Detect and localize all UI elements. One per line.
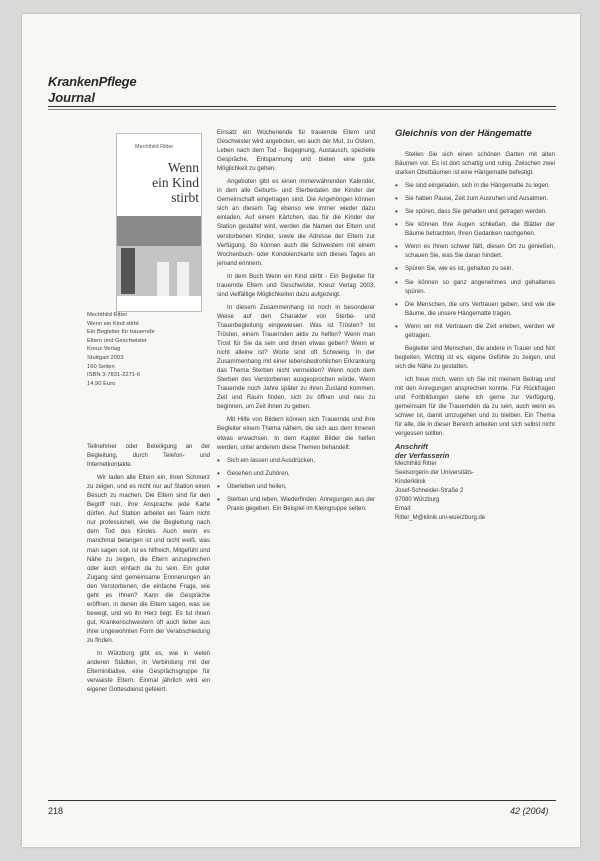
list-item: • Die Menschen, die uns Vertrauen geben, sind wie die Bäume, die unsere Hängematte tragen. xyxy=(395,300,555,318)
page-number: 218 xyxy=(48,806,64,816)
list-item: • Sie können Ihre Augen schließen, die Blätter der Bäume betrachten, Ihren Gedanken nachgehen. xyxy=(395,220,555,238)
column-middle xyxy=(217,128,375,517)
paragraph: In diesem Zusammenhang ist noch in besonderer Weise auf den Charakter von Sterbe- und Trauerbegleitung eingewiesen. Was ist Trösten? Ist Trösten, einem Trauernden aktiv zu helfen? Wenn man Trost für Sie da sein und ihnen etwas geben? Wenn er nicht alleine ist? Worte sind oft Schwierig. In der Zusammenhang mit einer lebensbedrohlichen Erkrankung das Thema Sterben nicht vermeiden? Wenn noch dem Sterben des Verstorbenen ausgesprochen würde, Wenn Trauernde noch Jahre später zu ihren Zustand kommen, Zeit und Raum finden, sich zu öffnen und neu zu beginnen, um Zeit ihnen zu geben. xyxy=(217,303,375,411)
column-left xyxy=(87,442,210,698)
book-cover-author: Mechthild Ritter xyxy=(135,144,174,150)
address-heading: Anschrift der Verfasserin xyxy=(395,442,450,461)
paragraph: Begleiter sind Menschen, die andere in Trauer und Not begleiten. Wichtig ist es, eigene Gefühle zu zeigen, und sich die Nähe zu gestatten. xyxy=(395,344,555,370)
list-item: • Sie haben Pause, Zeit zum Ausruhen und Ausatmen. xyxy=(395,194,555,203)
section-heading: Gleichnis von der Hängematte xyxy=(395,128,532,139)
list-item: • Wenn wir mit Vertrauen die Zeit erleben, werden wir getragen. xyxy=(395,322,555,340)
list-item: • Sie sind eingeladen, sich in die Hängematte zu legen. xyxy=(395,181,555,190)
paragraph: Einsatz ein Wochenende für trauernde Eltern und Geschwister wird angeboten, wo auch der Mut, zu Ostern, Leben nach dem Tod - Begegnung, Austausch, spezielle Gespräche, Entspannung und bieten eine gute Möglichkeit zu gehen. xyxy=(217,129,375,173)
issue-number: 42 (2004) xyxy=(510,806,549,816)
author-address: Mechthild Ritter Seelsorgerin der Universitäts- Kinderklinik Josef-Schneider-Straße 2 97080 Würzburg Email: Ritter_M@klinik.uni-wuerzburg.de xyxy=(395,461,486,522)
book-cover-title-1: Wenn xyxy=(167,160,199,175)
paragraph: Teilnehmer oder Beteiligung an der Begleitung, durch Telefon- und Internetkontakte. xyxy=(87,443,210,469)
list-item: • Überleben und heilen, xyxy=(217,482,375,491)
book-metadata: Mechthild Ritter Wenn ein Kind stirbt Ein Begleiter für trauernde Eltern und Geschwister Kreuz Verlag Stuttgart 2003 160 Seiten ISBN 3-7831-2271-6 14,90 Euro xyxy=(87,312,155,387)
column-right xyxy=(395,150,555,523)
paragraph: Angeboten gibt es einen immerwährenden Kalender, in dem alle Geburts- und Sterbedaten der Kinder der Gemeinschaft eingetragen sind. Die Angehörigen können sich an diesem Tag ebenso wie immer wieder dazu einladen. Auf einem Kärtchen, das für die Kinder der Station gestaltet wird, werden die Namen der Eltern und verstorbenen Kinder, sowie die Adresse der Eltern zur Verfügung. So können auch die Schwestern mit einem Wochenbuch- oder Kondolenzkarte sich dieses Tages an jemand erinnern. xyxy=(217,178,375,267)
book-cover-image xyxy=(116,133,202,312)
book-cover-title-3: stirbt xyxy=(171,190,199,205)
list-item: • Spüren Sie, wie es ist, gehalten zu sein. xyxy=(395,264,555,273)
list-item: • Sich ein lassen und Ausdrücken, xyxy=(217,456,375,465)
list-item: • Sie können so ganz angenehmes und gehaltenes spüren. xyxy=(395,278,555,296)
journal-section: Journal xyxy=(48,90,95,105)
header-rule-thin xyxy=(48,109,556,110)
paragraph: Stellen Sie sich einen schönen Garten mit alten Bäumen vor. Es ist dort schattig und ruhig. Zwischen zwei starken Obstbäumen ist eine Hängematte befestigt. xyxy=(395,151,555,177)
list-item: • Sterben und leben, Wiederfinden. Anregungen aus der Praxis gegeben. Ein Beispiel im Kleingruppe seiten: xyxy=(217,495,375,513)
paragraph: In Würzburg gibt es, wie in vielen anderen Städten, in Verbindung mit der Elterninitiative, eine Gesprächsgruppe für verwaiste Eltern. Einmal jährlich wird ein eigener Gottesdienst gefeiert. xyxy=(87,650,210,694)
header-rule xyxy=(48,106,556,107)
paragraph: Mit Hilfe von Bildern können sich Trauernde und ihre Begleiter einem Thema nähern, die sich aus dem Inneren etwas erwachsen. In dem Kapitel Bilder die helfen werden, unter anderem diese Themen behandelt: xyxy=(217,416,375,451)
paragraph: Wir laden alle Eltern ein, ihren Schmerz zu zeigen, und es nicht nur auf Station einen Besuch zu machen. Die Eltern sind für den Begriff nun, ihre Ansprache jede Karte dürfen. Auf Station arbeitet ein Team nicht nur professionell, wie die Begleitung nach dem Tod des Kindes. Auch wenn es manchmal belangen ist und nicht weiß, was man sagen soll, ist es hilfreich, Mitgefühl und Nähe zu zeigen, die Eltern anzusprechen oder auch einfach da zu sein. Ein guter Zugang sind gemeinsame Erinnerungen an den Verstorbenen, die einfache Frage, wie geht es Ihnen? Kann die Gespräche eröffnen, in denen die Eltern sagen, was sie bewegt, und wo ihr Herz liegt. Es tut ihnen gut, Krankenschwestern oft auch lieber aus ihrer ungewohnten Form der Verabschiedung zu finden. xyxy=(87,474,210,644)
paragraph: In dem Buch Wenn ein Kind stirbt - Ein Begleiter für trauernde Eltern und Geschwister, Kreuz Verlag 2003, sind vielfältige Möglichkeiten dazu aufgezeigt. xyxy=(217,272,375,298)
book-cover-spine xyxy=(121,248,135,294)
book-cover-title-2: ein Kind xyxy=(152,175,199,190)
footer-rule xyxy=(48,800,556,801)
paragraph: Ich freue mich, wenn ich Sie mit meinem Beitrag und mit den Anregungen ansprechen konnte. Für Rückfragen und Fortbildungen stehe ich gerne zur Verfügung, gemeinsam für die Trauernden da zu sein, auch wenn es schwer ist, damit umzugehen und zu bleiben. Ein Thema für alle, die in dieser Bereich arbeiten und sich selbst nicht vergessen sollten. xyxy=(395,375,555,438)
list-item: • Wenn es Ihnen schwer fällt, diesen Ort zu genießen, schauen Sie, was Sie daran hindert. xyxy=(395,242,555,260)
list-item: • Sie spüren, dass Sie gehalten und getragen werden. xyxy=(395,207,555,216)
list-item: • Gesehen und Zuhören, xyxy=(217,469,375,478)
journal-name: KrankenPflege xyxy=(48,74,137,89)
book-cover-band xyxy=(117,216,201,246)
